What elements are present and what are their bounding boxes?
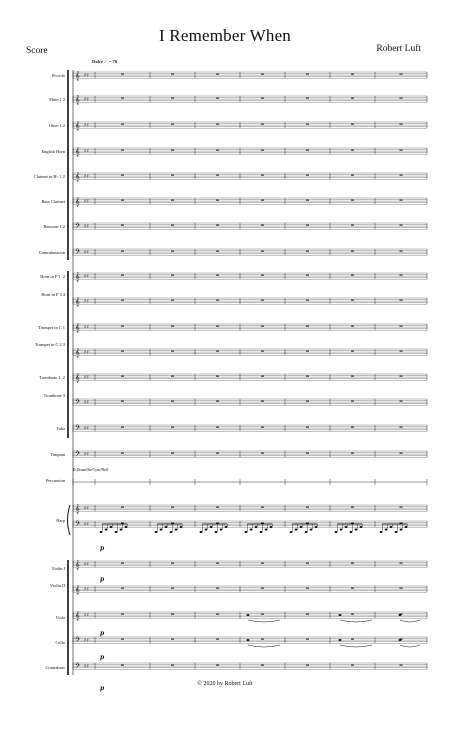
harp-note: [200, 531, 203, 533]
whole-rest: [400, 326, 403, 327]
whole-rest: [171, 300, 174, 301]
whole-rest: [171, 401, 174, 402]
key-signature: ♯♯: [84, 298, 89, 305]
harp-note: [155, 531, 158, 533]
whole-rest: [121, 588, 124, 589]
harp-note: [110, 526, 113, 528]
whole-rest: [261, 427, 264, 428]
string-note: [339, 639, 342, 641]
whole-rest: [306, 563, 309, 564]
whole-rest: [171, 326, 174, 327]
whole-rest: [171, 251, 174, 252]
whole-rest: [171, 124, 174, 125]
whole-rest: [216, 665, 219, 666]
whole-rest: [121, 427, 124, 428]
whole-rest: [261, 401, 264, 402]
instrument-label-bass-clarinet: Bass Clarinet: [41, 199, 65, 204]
harp-note: [205, 529, 208, 531]
whole-rest: [171, 665, 174, 666]
instrument-label-tuba: Tuba: [56, 426, 65, 431]
instrument-label-viola: Viola: [55, 615, 65, 620]
harp-note: [405, 526, 408, 528]
whole-rest: [351, 98, 354, 99]
harp-note: [335, 531, 338, 533]
clef: 𝄢: [75, 423, 81, 433]
key-signature: ♯♯: [84, 637, 89, 644]
clef: 𝄞: [75, 94, 80, 104]
whole-rest: [216, 175, 219, 176]
harp-note: [220, 529, 223, 531]
harp-note: [225, 526, 228, 528]
whole-rest: [306, 300, 309, 301]
clef: 𝄞: [75, 347, 80, 357]
whole-rest: [351, 225, 354, 226]
whole-rest: [216, 275, 219, 276]
whole-rest: [121, 351, 124, 352]
key-signature: ♯♯: [84, 273, 89, 280]
harp-note: [120, 529, 123, 531]
whole-rest: [306, 665, 309, 666]
whole-rest: [216, 427, 219, 428]
whole-rest: [351, 275, 354, 276]
whole-rest: [351, 427, 354, 428]
whole-rest: [261, 251, 264, 252]
harp-note: [125, 526, 128, 528]
harp-note: [170, 531, 173, 533]
whole-rest: [216, 401, 219, 402]
whole-rest: [171, 200, 174, 201]
harp-note: [295, 529, 298, 531]
harp-note: [100, 531, 103, 533]
whole-rest: [216, 351, 219, 352]
instrument-label-clarinet: Clarinet in B♭ 1 2: [33, 174, 65, 179]
whole-rest: [261, 150, 264, 151]
whole-rest: [306, 614, 309, 615]
whole-rest: [121, 98, 124, 99]
whole-rest: [216, 98, 219, 99]
key-signature: ♯♯: [84, 425, 89, 432]
whole-rest: [306, 588, 309, 589]
instrument-label-trombone-1-2: Trombone 1, 2: [39, 375, 65, 380]
whole-rest: [261, 588, 264, 589]
clef: 𝄢: [75, 519, 81, 529]
whole-rest: [171, 588, 174, 589]
whole-rest: [216, 150, 219, 151]
whole-rest: [400, 588, 403, 589]
whole-rest: [171, 351, 174, 352]
instrument-label-contrabass: Contrabass: [45, 665, 65, 670]
key-signature: ♯♯: [84, 198, 89, 205]
whole-rest: [306, 175, 309, 176]
whole-rest: [351, 74, 354, 75]
harp-note: [250, 529, 253, 531]
clef: 𝄞: [75, 322, 80, 332]
harp-note: [390, 526, 393, 528]
whole-rest: [306, 376, 309, 377]
instrument-label-contrabassoon: Contrabassoon: [38, 250, 65, 255]
whole-rest: [400, 300, 403, 301]
key-signature: ♯♯: [84, 561, 89, 568]
whole-rest: [306, 225, 309, 226]
harp-note: [385, 529, 388, 531]
harp-note: [345, 526, 348, 528]
whole-rest: [400, 507, 403, 508]
whole-rest: [261, 124, 264, 125]
instrument-label-piccolo: Piccolo: [51, 73, 65, 78]
key-signature: ♯♯: [84, 249, 89, 256]
whole-rest: [121, 225, 124, 226]
whole-rest: [171, 150, 174, 151]
whole-rest: [261, 376, 264, 377]
key-signature: ♯♯: [84, 451, 89, 458]
whole-rest: [261, 74, 264, 75]
slur: [248, 645, 280, 647]
whole-rest: [261, 351, 264, 352]
whole-rest: [261, 275, 264, 276]
whole-rest: [171, 225, 174, 226]
clef: 𝄢: [75, 247, 81, 257]
key-signature: ♯♯: [84, 663, 89, 670]
clef: 𝄞: [75, 146, 80, 156]
dynamic-marking: p: [100, 654, 105, 661]
clef: 𝄢: [75, 635, 81, 645]
harp-note: [310, 529, 313, 531]
instrument-label-bassoon: Bassoon 1 2: [43, 224, 65, 229]
whole-rest: [351, 150, 354, 151]
instrument-label-horn-3-4: Horn in F 3 4: [41, 292, 65, 297]
whole-rest: [261, 200, 264, 201]
harp-note: [245, 531, 248, 533]
whole-rest: [306, 98, 309, 99]
whole-rest: [216, 225, 219, 226]
whole-rest: [216, 563, 219, 564]
clef: 𝄞: [75, 120, 80, 130]
score-title: I Remember When: [158, 26, 292, 45]
instrument-label-oboe: Oboe 1 2: [48, 123, 65, 128]
whole-rest: [400, 427, 403, 428]
whole-rest: [261, 563, 264, 564]
whole-rest: [216, 376, 219, 377]
score-label: Score: [26, 46, 48, 56]
whole-rest: [351, 523, 354, 524]
instrument-label-cello: Cello: [55, 640, 65, 645]
whole-rest: [306, 74, 309, 75]
slur: [340, 645, 372, 647]
whole-rest: [400, 275, 403, 276]
harp-note: [270, 526, 273, 528]
clef: 𝄞: [75, 584, 80, 594]
whole-rest: [171, 275, 174, 276]
whole-rest: [351, 614, 354, 615]
whole-rest: [216, 588, 219, 589]
instrument-label-flute: Flute 1 2: [49, 97, 65, 102]
whole-rest: [400, 175, 403, 176]
whole-rest: [121, 563, 124, 564]
whole-rest: [351, 351, 354, 352]
string-note: [399, 614, 402, 616]
whole-rest: [351, 300, 354, 301]
whole-rest: [400, 401, 403, 402]
composer-name: Robert Luft: [376, 44, 421, 54]
whole-rest: [306, 639, 309, 640]
whole-rest: [261, 523, 264, 524]
whole-rest: [171, 453, 174, 454]
clef: 𝄞: [75, 196, 80, 206]
whole-rest: [261, 98, 264, 99]
whole-rest: [351, 124, 354, 125]
whole-rest: [306, 427, 309, 428]
whole-rest: [171, 175, 174, 176]
whole-rest: [171, 639, 174, 640]
whole-rest: [216, 74, 219, 75]
whole-rest: [171, 507, 174, 508]
whole-rest: [216, 326, 219, 327]
whole-rest: [351, 175, 354, 176]
whole-rest: [216, 614, 219, 615]
whole-rest: [171, 98, 174, 99]
whole-rest: [121, 175, 124, 176]
whole-rest: [171, 614, 174, 615]
string-note: [247, 614, 250, 616]
harp-note: [380, 531, 383, 533]
whole-rest: [351, 251, 354, 252]
key-signature: ♯♯: [84, 374, 89, 381]
clef: 𝄢: [75, 449, 81, 459]
harp-note: [400, 529, 403, 531]
whole-rest: [216, 523, 219, 524]
whole-rest: [121, 124, 124, 125]
whole-rest: [261, 175, 264, 176]
clef: 𝄞: [75, 610, 80, 620]
instrument-label-violin-1: Violin I: [51, 566, 65, 571]
whole-rest: [171, 427, 174, 428]
whole-rest: [351, 401, 354, 402]
whole-rest: [261, 453, 264, 454]
whole-rest: [121, 453, 124, 454]
whole-rest: [121, 507, 124, 508]
harp-note: [165, 526, 168, 528]
whole-rest: [261, 639, 264, 640]
whole-rest: [400, 665, 403, 666]
whole-rest: [400, 523, 403, 524]
key-signature: ♯♯: [84, 223, 89, 230]
instrument-label-percussion: Percussion: [45, 478, 65, 483]
clef: 𝄞: [75, 70, 80, 80]
harp-note: [350, 531, 353, 533]
instrument-label-timpani: Timpani: [50, 452, 65, 457]
whole-rest: [400, 563, 403, 564]
string-note: [339, 614, 342, 616]
instrument-label-harp: Harp: [56, 518, 65, 523]
whole-rest: [306, 200, 309, 201]
whole-rest: [121, 300, 124, 301]
slur: [400, 620, 420, 622]
instrument-label-violin-2: Violin II: [50, 583, 65, 588]
key-signature: ♯♯: [84, 122, 89, 129]
slur: [340, 620, 372, 622]
copyright-footer: © 2020 by Robert Luft: [197, 681, 253, 687]
whole-rest: [216, 639, 219, 640]
whole-rest: [306, 275, 309, 276]
whole-rest: [400, 225, 403, 226]
whole-rest: [216, 300, 219, 301]
whole-rest: [306, 326, 309, 327]
whole-rest: [351, 639, 354, 640]
harp-note: [215, 531, 218, 533]
whole-rest: [261, 326, 264, 327]
whole-rest: [351, 376, 354, 377]
percussion-instrument-note: B.Drum/Sn/Cym/Bell: [73, 467, 109, 472]
slur: [400, 645, 420, 647]
whole-rest: [306, 251, 309, 252]
whole-rest: [351, 665, 354, 666]
dynamic-marking: p: [100, 576, 105, 583]
string-note: [247, 639, 250, 641]
whole-rest: [216, 507, 219, 508]
whole-rest: [351, 453, 354, 454]
harp-note: [160, 529, 163, 531]
whole-rest: [121, 326, 124, 327]
whole-rest: [400, 351, 403, 352]
whole-rest: [400, 251, 403, 252]
harp-note: [290, 531, 293, 533]
harp-note: [340, 529, 343, 531]
whole-rest: [261, 665, 264, 666]
harp-note: [315, 526, 318, 528]
instrument-label-trumpet-1: Trumpet in C 1: [38, 325, 65, 330]
clef: 𝄢: [75, 661, 81, 671]
harp-note: [210, 526, 213, 528]
harp-note: [360, 526, 363, 528]
whole-rest: [306, 453, 309, 454]
whole-rest: [351, 507, 354, 508]
slur: [248, 620, 280, 622]
whole-rest: [121, 150, 124, 151]
whole-rest: [216, 124, 219, 125]
whole-rest: [121, 376, 124, 377]
instrument-label-trombone-3: Trombone 3: [43, 393, 65, 398]
key-signature: ♯♯: [84, 399, 89, 406]
whole-rest: [400, 74, 403, 75]
whole-rest: [306, 523, 309, 524]
instrument-label-horn-1-2: Horn in F 1, 2: [40, 274, 65, 279]
clef: 𝄞: [75, 171, 80, 181]
key-signature: ♯♯: [84, 324, 89, 331]
whole-rest: [351, 563, 354, 564]
whole-rest: [171, 74, 174, 75]
whole-rest: [121, 74, 124, 75]
harp-note: [260, 531, 263, 533]
whole-rest: [121, 523, 124, 524]
whole-rest: [400, 200, 403, 201]
whole-rest: [306, 150, 309, 151]
whole-rest: [306, 351, 309, 352]
whole-rest: [216, 453, 219, 454]
clef: 𝄞: [75, 503, 80, 513]
whole-rest: [216, 251, 219, 252]
harp-note: [305, 531, 308, 533]
whole-rest: [121, 251, 124, 252]
whole-rest: [351, 200, 354, 201]
whole-rest: [306, 401, 309, 402]
string-note: [399, 639, 402, 641]
whole-rest: [400, 98, 403, 99]
dynamic-marking: p: [100, 685, 105, 692]
key-signature: ♯♯: [84, 148, 89, 155]
harp-note: [265, 529, 268, 531]
whole-rest: [261, 300, 264, 301]
harp-note: [255, 526, 258, 528]
harp-note: [175, 529, 178, 531]
clef: 𝄢: [75, 221, 81, 231]
whole-rest: [121, 275, 124, 276]
whole-rest: [121, 614, 124, 615]
key-signature: ♯♯: [84, 612, 89, 619]
whole-rest: [351, 326, 354, 327]
key-signature: ♯♯: [84, 521, 89, 528]
whole-rest: [261, 614, 264, 615]
clef: 𝄞: [75, 296, 80, 306]
instrument-label-english-horn: English Horn: [41, 149, 65, 154]
harp-note: [105, 529, 108, 531]
clef: 𝄢: [75, 397, 81, 407]
whole-rest: [121, 401, 124, 402]
whole-rest: [171, 376, 174, 377]
key-signature: ♯♯: [84, 173, 89, 180]
whole-rest: [171, 563, 174, 564]
dynamic-marking: p: [100, 630, 105, 637]
whole-rest: [400, 150, 403, 151]
harp-note: [115, 531, 118, 533]
harp-note: [355, 529, 358, 531]
whole-rest: [351, 588, 354, 589]
key-signature: ♯♯: [84, 505, 89, 512]
harp-note: [300, 526, 303, 528]
whole-rest: [400, 376, 403, 377]
whole-rest: [261, 225, 264, 226]
whole-rest: [400, 453, 403, 454]
key-signature: ♯♯: [84, 96, 89, 103]
whole-rest: [171, 523, 174, 524]
clef: 𝄞: [75, 559, 80, 569]
harp-note: [395, 531, 398, 533]
whole-rest: [216, 200, 219, 201]
whole-rest: [306, 124, 309, 125]
clef: 𝄞: [75, 372, 80, 382]
tempo-marking: Dolce ♩= 76: [92, 59, 118, 64]
whole-rest: [261, 507, 264, 508]
whole-rest: [121, 639, 124, 640]
whole-rest: [400, 124, 403, 125]
clef: 𝄞: [75, 271, 80, 281]
harp-brace: [68, 505, 71, 535]
key-signature: ♯♯: [84, 72, 89, 79]
dynamic-marking: p: [100, 545, 105, 552]
whole-rest: [121, 200, 124, 201]
instrument-label-trumpet-2-3: Trumpet in C 2 3: [34, 342, 65, 347]
whole-rest: [121, 665, 124, 666]
whole-rest: [306, 507, 309, 508]
key-signature: ♯♯: [84, 586, 89, 593]
harp-note: [180, 526, 183, 528]
key-signature: ♯♯: [84, 349, 89, 356]
